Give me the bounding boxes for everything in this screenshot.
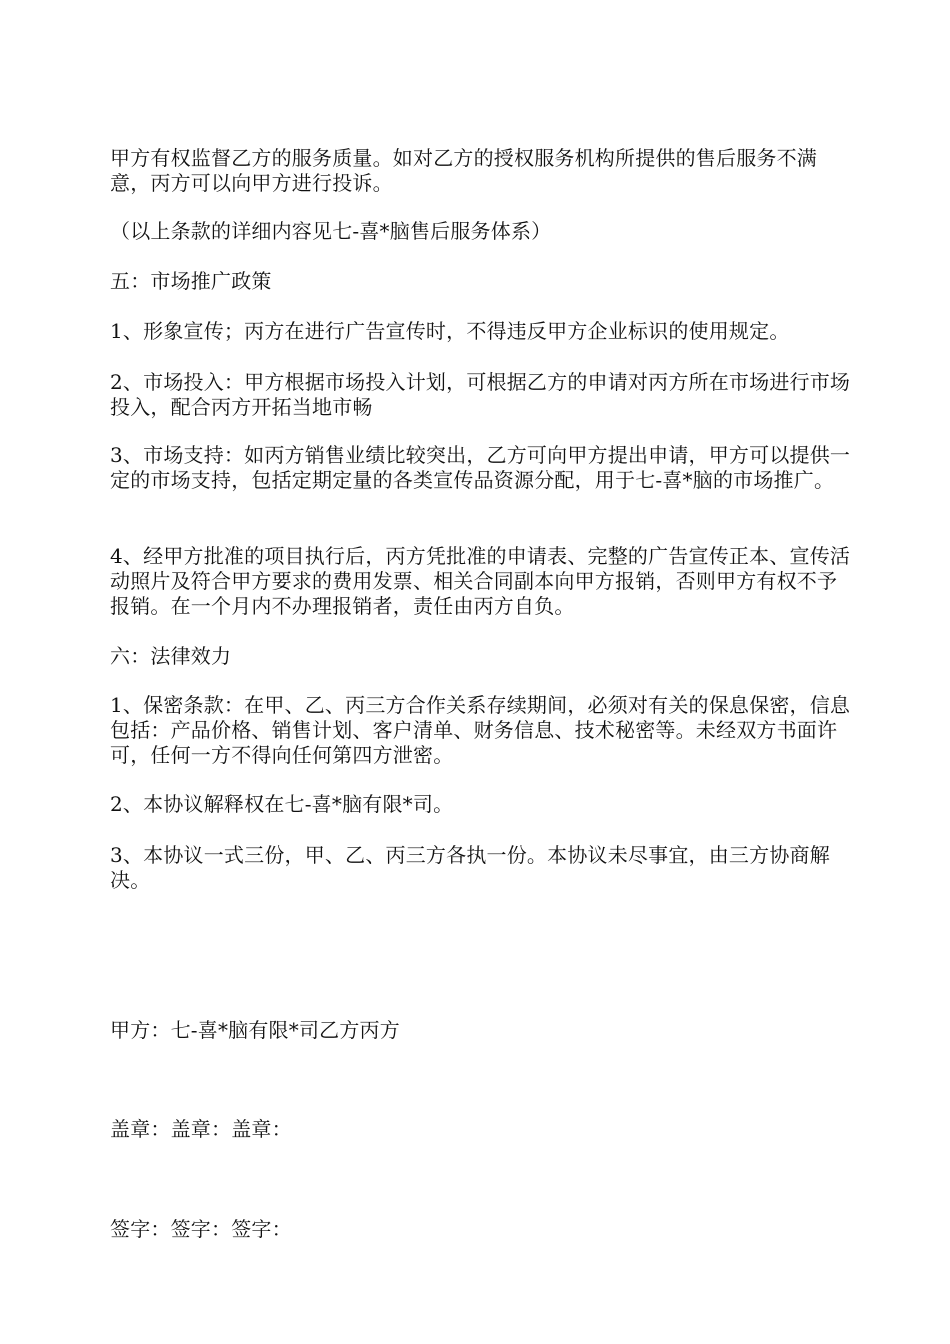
paragraph-legal-3: 3、本协议一式三份，甲、乙、丙三方各执一份。本协议未尽事宜，由三方协商解决。 bbox=[110, 843, 830, 892]
signature-seal-line: 盖章：盖章：盖章： bbox=[110, 1117, 292, 1141]
signature-sign-line: 签字：签字：签字： bbox=[110, 1217, 292, 1241]
paragraph-marketing-4: 4、经甲方批准的项目执行后，丙方凭批准的申请表、完整的广告宣传正本、宣传活动照片及符合甲方要求的费用发票、相关合同副本向甲方报销，否则甲方有权不予报销。在一个月内不办理报销者，责任由丙方自负。 bbox=[110, 544, 851, 618]
paragraph-marketing-3: 3、市场支持：如丙方销售业绩比较突出，乙方可向甲方提出申请，甲方可以提供一定的市场支持，包括定期定量的各类宣传品资源分配，用于七-喜*脑的市场推广。 bbox=[110, 443, 851, 492]
signature-parties-line: 甲方：七-喜*脑有限*司乙方丙方 bbox=[110, 1018, 400, 1042]
paragraph-reference-note: （以上条款的详细内容见七-喜*脑售后服务体系） bbox=[110, 219, 552, 243]
paragraph-service-quality: 甲方有权监督乙方的服务质量。如对乙方的授权服务机构所提供的售后服务不满意，丙方可以向甲方进行投诉。 bbox=[110, 146, 817, 195]
paragraph-marketing-1: 1、形象宣传；丙方在进行广告宣传时，不得违反甲方企业标识的使用规定。 bbox=[110, 319, 790, 343]
paragraph-marketing-2: 2、市场投入：甲方根据市场投入计划，可根据乙方的申请对丙方所在市场进行市场投入，配合丙方开拓当地市畅 bbox=[110, 370, 851, 419]
section-heading-legal: 六：法律效力 bbox=[110, 644, 232, 668]
paragraph-legal-1: 1、保密条款：在甲、乙、丙三方合作关系存续期间，必须对有关的保息保密，信息包括：产品价格、销售计划、客户清单、财务信息、技术秘密等。未经双方书面许可，任何一方不得向任何第四方泄密。 bbox=[110, 693, 851, 767]
section-heading-marketing: 五：市场推广政策 bbox=[110, 269, 272, 293]
paragraph-legal-2: 2、本协议解释权在七-喜*脑有限*司。 bbox=[110, 792, 454, 816]
